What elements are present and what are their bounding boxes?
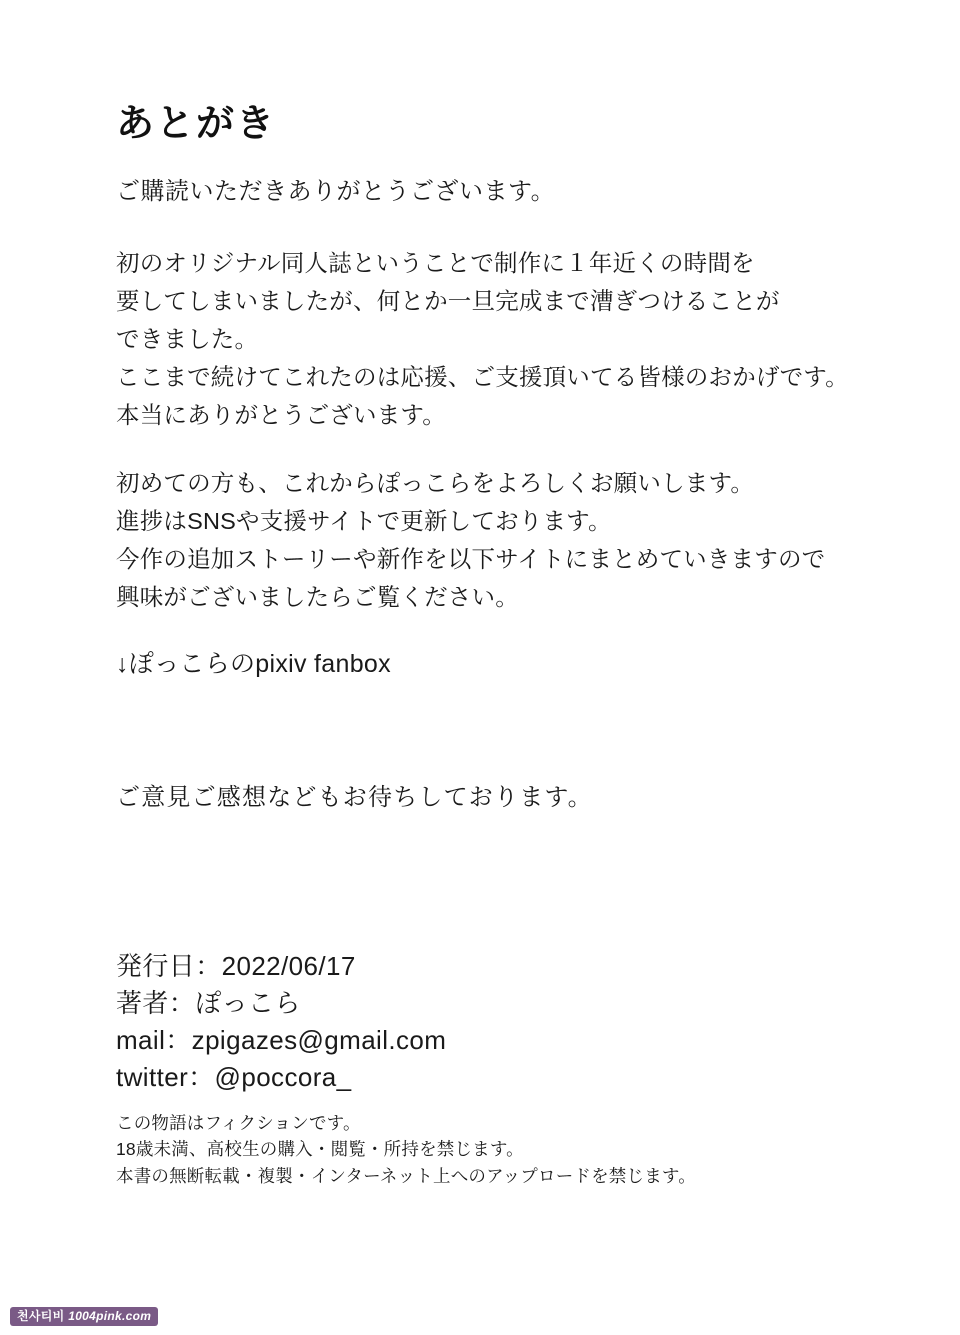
legal-note-fiction: この物語はフィクションです。 [116, 1112, 361, 1133]
author-name: 著者：ぽっこら [116, 987, 301, 1018]
paragraph-line: 要してしまいましたが、何とか一旦完成まで漕ぎつけることが [116, 287, 780, 314]
contact-twitter: twitter：@poccora_ [116, 1061, 352, 1092]
watermark-site-label: 1004pink.com [68, 1309, 152, 1323]
afterword-paragraph-1 [116, 244, 916, 434]
paragraph-line: 今作の追加ストーリーや新作を以下サイトにまとめていきますので [116, 546, 826, 573]
paragraph-line: 興味がございましたらご覧ください。 [116, 584, 519, 611]
watermark-badge [10, 1307, 158, 1326]
afterword-paragraph-2 [116, 464, 916, 616]
feedback-text: ご意見ご感想などもお待ちしております。 [116, 783, 593, 811]
page-title: あとがき [116, 103, 277, 145]
greeting-text: ご購読いただきありがとうございます。 [116, 177, 556, 205]
paragraph-line: 進捗はSNSや支援サイトで更新しております。 [116, 508, 612, 535]
link-placeholder-area [116, 706, 916, 780]
legal-notes [116, 1110, 916, 1190]
paragraph-line: 初めての方も、これからぽっこらをよろしくお願いします。 [116, 470, 755, 497]
paragraph-line: できました。 [116, 325, 259, 352]
contact-mail: mail：zpigazes@gmail.com [116, 1024, 447, 1055]
afterword-section [116, 104, 916, 816]
watermark-korean-label: 천사티비 [17, 1309, 65, 1323]
legal-note-copyright: 本書の無断転載・複製・インターネット上へのアップロードを禁じます。 [116, 1165, 696, 1186]
paragraph-line: 初のオリジナル同人誌ということで制作に１年近くの時間を [116, 249, 755, 276]
colophon-section [116, 948, 916, 1189]
pixiv-fanbox-link-label: ↓ぽっこらのpixiv fanbox [116, 650, 391, 679]
paragraph-line: ここまで続けてこれたのは応援、ご支援頂いてる皆様のおかげです。 [116, 363, 849, 390]
legal-note-age-restriction: 18歳未満、高校生の購入・閲覧・所持を禁じます。 [116, 1139, 524, 1160]
paragraph-line: 本当にありがとうございます。 [116, 402, 446, 429]
publish-date: 発行日：2022/06/17 [116, 951, 356, 981]
